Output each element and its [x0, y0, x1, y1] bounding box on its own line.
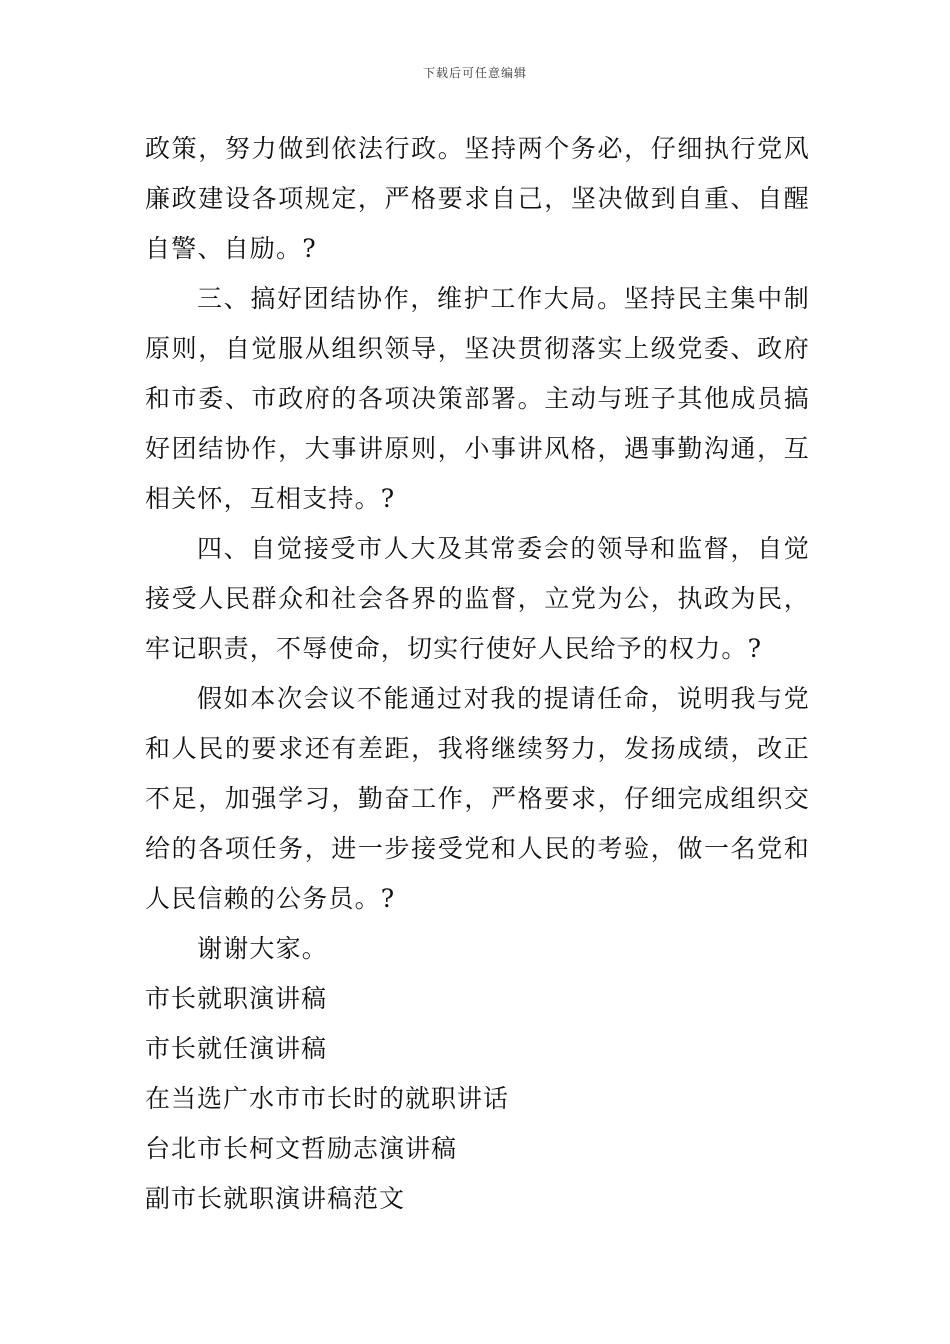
related-link-item[interactable]: 台北市长柯文哲励志演讲稿 — [145, 1134, 458, 1163]
paragraph-commitment: 假如本次会议不能通过对我的提请任命，说明我与党和人民的要求还有差距，我将继续努力，发扬成绩，改正不足，加强学习，勤奋工作，严格要求，仔细完成组织交给的各项任务，进一步接受党和人民的考验，做一名党和人民信赖的公务员。? — [145, 684, 810, 913]
paragraph-policy: 政策，努力做到依法行政。坚持两个务必，仔细执行党风廉政建设各项规定，严格要求自己，坚决做到自重、自醒自警、自励。? — [145, 134, 810, 263]
related-link-item[interactable]: 在当选广水市市长时的就职讲话 — [145, 1084, 510, 1113]
document-body — [145, 124, 810, 1224]
related-link-item[interactable]: 市长就任演讲稿 — [145, 1034, 328, 1063]
related-link-item[interactable]: 市长就职演讲稿 — [145, 984, 328, 1013]
paragraph-unity: 三、搞好团结协作，维护工作大局。坚持民主集中制原则，自觉服从组织领导，坚决贯彻落实上级党委、政府和市委、市政府的各项决策部署。主动与班子其他成员搞好团结协作，大事讲原则，小事讲风格，遇事勤沟通，互相关怀，互相支持。? — [145, 284, 810, 513]
related-link-item[interactable]: 副市长就职演讲稿范文 — [145, 1184, 406, 1213]
page-header: 下载后可任意编辑 — [422, 66, 527, 80]
related-links-list — [145, 974, 810, 1224]
paragraph-supervision: 四、自觉接受市人大及其常委会的领导和监督，自觉接受人民群众和社会各界的监督，立党为公，执政为民，牢记职责，不辱使命，切实行使好人民给予的权力。? — [145, 534, 810, 663]
paragraph-thanks: 谢谢大家。 — [197, 934, 329, 963]
